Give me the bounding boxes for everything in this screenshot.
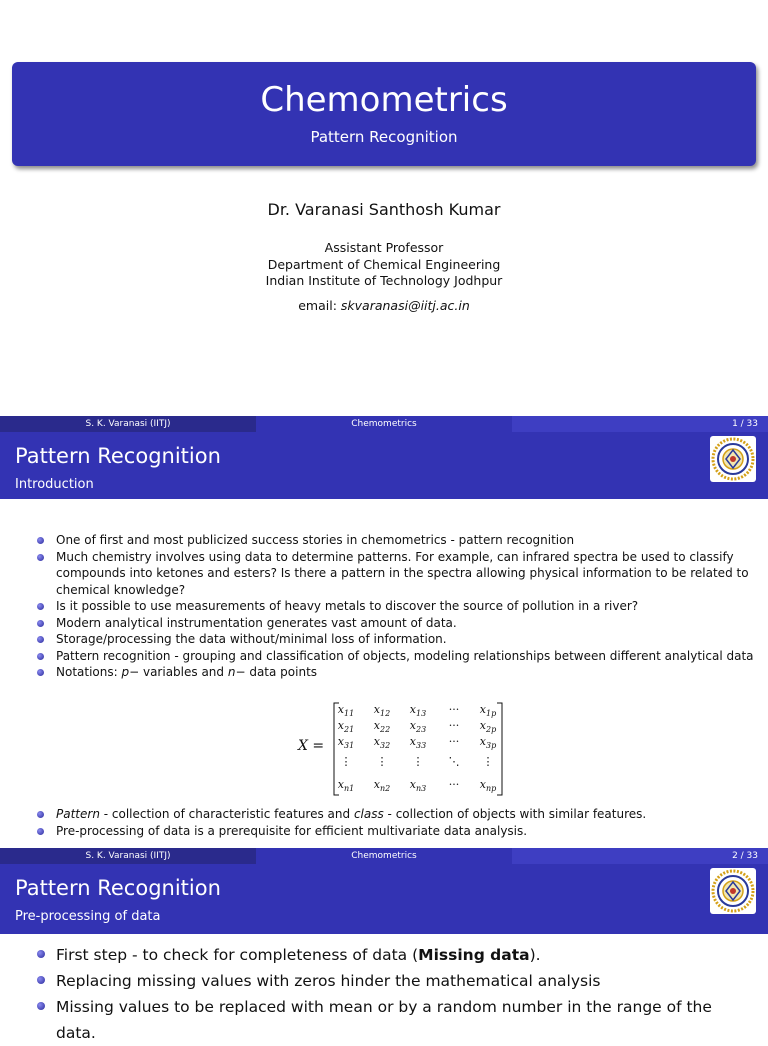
list-item: Storage/processing the data without/minimal loss of information. bbox=[36, 631, 756, 648]
list-item: Is it possible to use measurements of heavy metals to discover the source of pollution in a river? bbox=[36, 598, 756, 615]
matrix-cell: ⋱ bbox=[448, 755, 460, 768]
matrix-cell: $x_{22}$ bbox=[373, 719, 391, 735]
matrix-cell: $x_{32}$ bbox=[373, 735, 391, 751]
footer-author: S. K. Varanasi (IITJ) bbox=[0, 848, 256, 864]
matrix-cell: ⋮ bbox=[412, 755, 424, 768]
title-slide bbox=[0, 0, 768, 416]
slide-subtitle: Pre-processing of data bbox=[15, 909, 161, 924]
list-item: Missing values to be replaced with mean or by a random number in the range of the data. bbox=[36, 994, 756, 1046]
list-item: One of first and most publicized success stories in chemometrics - pattern recognition bbox=[36, 532, 756, 549]
matrix-cell: $x_{3p}$ bbox=[479, 735, 497, 751]
footer-page bbox=[512, 416, 768, 432]
matrix-cell: ··· bbox=[448, 778, 460, 791]
matrix-cell: $x_{n1}$ bbox=[337, 778, 355, 794]
presentation-title: Chemometrics bbox=[260, 80, 508, 120]
matrix-cell: $x_{13}$ bbox=[409, 703, 427, 719]
footer-bar-1 bbox=[0, 416, 768, 432]
list-item: Pre-processing of data is a prerequisite for efficient multivariate data analysis. bbox=[36, 823, 756, 840]
institute-logo-icon bbox=[710, 868, 756, 914]
matrix-cell: $x_{n2}$ bbox=[373, 778, 391, 794]
email-label: email: bbox=[298, 298, 337, 313]
title-banner bbox=[12, 62, 756, 166]
matrix-label: X = bbox=[298, 738, 325, 754]
matrix-cell: $x_{np}$ bbox=[479, 778, 497, 794]
matrix-cell: ⋮ bbox=[482, 755, 494, 768]
email-address[interactable]: skvaranasi@iitj.ac.in bbox=[340, 298, 470, 313]
matrix-cell: $x_{12}$ bbox=[373, 703, 391, 719]
matrix-cell: ··· bbox=[448, 735, 460, 748]
footer-title: Chemometrics bbox=[256, 848, 512, 864]
intro-bullet-list bbox=[36, 532, 756, 681]
email-line bbox=[0, 298, 768, 313]
list-item: First step - to check for completeness of data (Missing data). bbox=[36, 942, 756, 968]
footer-bar-2 bbox=[0, 848, 768, 864]
slide-title: Pattern Recognition bbox=[15, 444, 221, 468]
matrix-cell: ⋮ bbox=[340, 755, 352, 768]
matrix-cell: $x_{1p}$ bbox=[479, 703, 497, 719]
list-item: Pattern recognition - grouping and classification of objects, modeling relationships between different analytical data bbox=[36, 648, 756, 665]
presentation-subtitle: Pattern Recognition bbox=[310, 128, 458, 146]
matrix-cell: ⋮ bbox=[376, 755, 388, 768]
institute-logo-icon bbox=[710, 436, 756, 482]
footer-page bbox=[512, 848, 768, 864]
list-item: Replacing missing values with zeros hinder the mathematical analysis bbox=[36, 968, 756, 994]
page-number: 2 / 33 bbox=[732, 851, 758, 861]
matrix-cell: $x_{33}$ bbox=[409, 735, 427, 751]
matrix-cell: $x_{11}$ bbox=[337, 703, 355, 719]
author-name: Dr. Varanasi Santhosh Kumar bbox=[267, 200, 501, 219]
matrix-cell: $x_{31}$ bbox=[337, 735, 355, 751]
after-matrix-bullet-list bbox=[36, 806, 756, 839]
list-item: Much chemistry involves using data to determine patterns. For example, can infrared spectra be used to classify compounds into ketones and esters? Is there a pattern in the spectra allowing physical information to be related to chemical knowledge? bbox=[36, 549, 756, 599]
list-item: Notations: p− variables and n− data points bbox=[36, 664, 756, 681]
slide-title: Pattern Recognition bbox=[15, 876, 221, 900]
matrix-cell: $x_{n3}$ bbox=[409, 778, 427, 794]
data-matrix bbox=[296, 702, 516, 796]
page-number: 1 / 33 bbox=[732, 419, 758, 429]
footer-title: Chemometrics bbox=[256, 416, 512, 432]
slide-header-2 bbox=[0, 432, 768, 499]
slide-subtitle: Introduction bbox=[15, 477, 94, 492]
slide-header-3 bbox=[0, 864, 768, 934]
matrix-cell: $x_{21}$ bbox=[337, 719, 355, 735]
author-position: Assistant Professor bbox=[324, 240, 444, 255]
matrix-cell: $x_{2p}$ bbox=[479, 719, 497, 735]
matrix-cell: ··· bbox=[448, 719, 460, 732]
matrix-cell: ··· bbox=[448, 703, 460, 716]
author-department: Department of Chemical Engineering bbox=[267, 257, 501, 272]
footer-author: S. K. Varanasi (IITJ) bbox=[0, 416, 256, 432]
matrix-cell: $x_{23}$ bbox=[409, 719, 427, 735]
author-institute: Indian Institute of Technology Jodhpur bbox=[265, 273, 503, 288]
preprocessing-bullet-list bbox=[36, 942, 756, 1046]
list-item: Pattern - collection of characteristic features and class - collection of objects with similar features. bbox=[36, 806, 756, 823]
list-item: Modern analytical instrumentation generates vast amount of data. bbox=[36, 615, 756, 632]
